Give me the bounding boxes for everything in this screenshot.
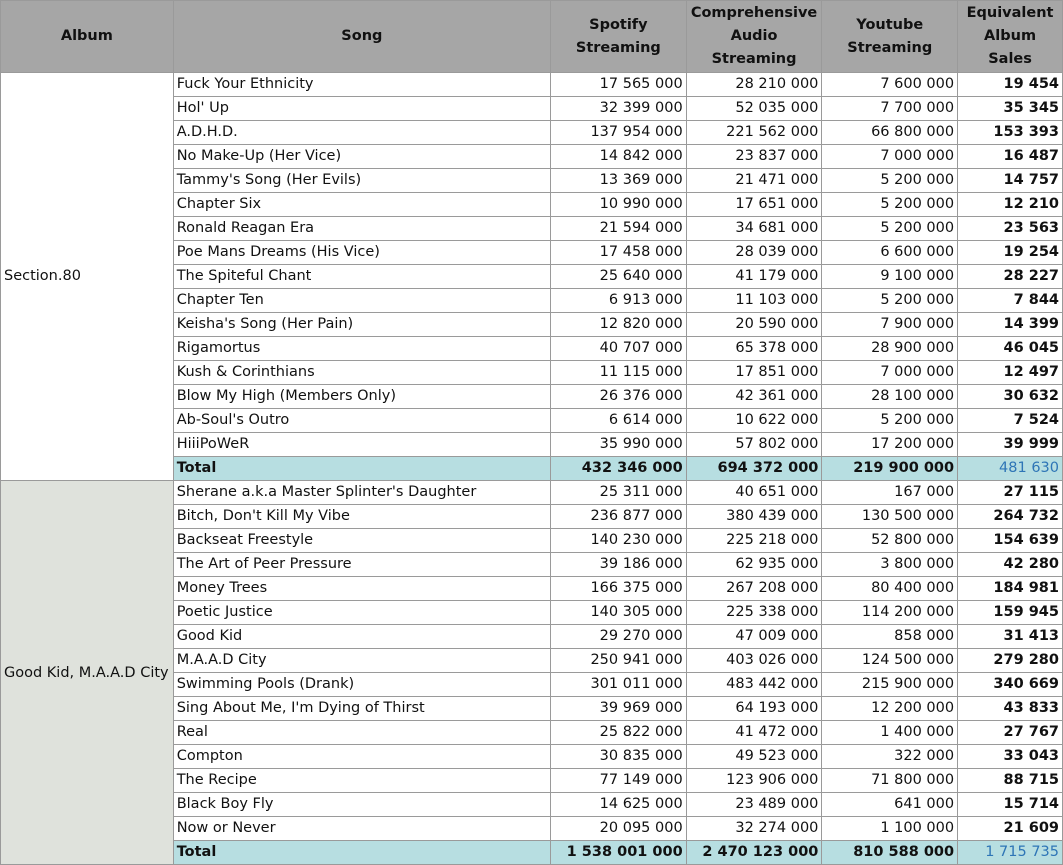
equivalent-album-sales-cell: 15 714	[958, 793, 1063, 817]
youtube-streaming-cell: 6 600 000	[822, 241, 958, 265]
comprehensive-audio-cell: 17 851 000	[686, 361, 822, 385]
comprehensive-audio-cell: 11 103 000	[686, 289, 822, 313]
youtube-streaming-cell: 12 200 000	[822, 697, 958, 721]
song-cell: Sherane a.k.a Master Splinter's Daughter	[173, 481, 550, 505]
equivalent-album-sales-cell: 19 454	[958, 73, 1063, 97]
header-album: Album	[1, 1, 174, 73]
comprehensive-audio-cell: 41 472 000	[686, 721, 822, 745]
song-cell: Sing About Me, I'm Dying of Thirst	[173, 697, 550, 721]
spotify-streaming-cell: 14 625 000	[551, 793, 687, 817]
song-cell: Poetic Justice	[173, 601, 550, 625]
comprehensive-audio-cell: 123 906 000	[686, 769, 822, 793]
youtube-streaming-cell: 858 000	[822, 625, 958, 649]
youtube-streaming-cell: 1 400 000	[822, 721, 958, 745]
song-cell: Ab-Soul's Outro	[173, 409, 550, 433]
header-youtube-streaming: Youtube Streaming	[822, 1, 958, 73]
comprehensive-audio-cell: 20 590 000	[686, 313, 822, 337]
spotify-streaming-cell: 29 270 000	[551, 625, 687, 649]
equivalent-album-sales-cell: 16 487	[958, 145, 1063, 169]
comprehensive-audio-cell: 225 218 000	[686, 529, 822, 553]
comprehensive-audio-cell: 403 026 000	[686, 649, 822, 673]
song-cell: The Spiteful Chant	[173, 265, 550, 289]
youtube-streaming-cell: 17 200 000	[822, 433, 958, 457]
table-row	[1, 73, 1063, 97]
comprehensive-audio-cell: 28 210 000	[686, 73, 822, 97]
song-cell: Poe Mans Dreams (His Vice)	[173, 241, 550, 265]
song-cell: Rigamortus	[173, 337, 550, 361]
equivalent-album-sales-cell: 21 609	[958, 817, 1063, 841]
youtube-streaming-cell: 7 700 000	[822, 97, 958, 121]
spotify-streaming-cell: 17 458 000	[551, 241, 687, 265]
equivalent-album-sales-cell: 14 399	[958, 313, 1063, 337]
song-cell: Ronald Reagan Era	[173, 217, 550, 241]
total-audio-cell: 2 470 123 000	[686, 841, 822, 865]
total-audio-cell: 694 372 000	[686, 457, 822, 481]
equivalent-album-sales-cell: 35 345	[958, 97, 1063, 121]
equivalent-album-sales-cell: 88 715	[958, 769, 1063, 793]
equivalent-album-sales-cell: 27 115	[958, 481, 1063, 505]
youtube-streaming-cell: 215 900 000	[822, 673, 958, 697]
spotify-streaming-cell: 137 954 000	[551, 121, 687, 145]
song-cell: Compton	[173, 745, 550, 769]
spotify-streaming-cell: 140 230 000	[551, 529, 687, 553]
header-comprehensive-audio-streaming: Comprehensive Audio Streaming	[686, 1, 822, 73]
equivalent-album-sales-cell: 264 732	[958, 505, 1063, 529]
youtube-streaming-cell: 7 900 000	[822, 313, 958, 337]
youtube-streaming-cell: 114 200 000	[822, 601, 958, 625]
youtube-streaming-cell: 7 600 000	[822, 73, 958, 97]
spotify-streaming-cell: 25 640 000	[551, 265, 687, 289]
spotify-streaming-cell: 39 969 000	[551, 697, 687, 721]
youtube-streaming-cell: 7 000 000	[822, 361, 958, 385]
comprehensive-audio-cell: 65 378 000	[686, 337, 822, 361]
comprehensive-audio-cell: 221 562 000	[686, 121, 822, 145]
youtube-streaming-cell: 130 500 000	[822, 505, 958, 529]
spotify-streaming-cell: 140 305 000	[551, 601, 687, 625]
song-cell: M.A.A.D City	[173, 649, 550, 673]
youtube-streaming-cell: 66 800 000	[822, 121, 958, 145]
song-cell: Tammy's Song (Her Evils)	[173, 169, 550, 193]
spotify-streaming-cell: 21 594 000	[551, 217, 687, 241]
comprehensive-audio-cell: 23 489 000	[686, 793, 822, 817]
equivalent-album-sales-cell: 31 413	[958, 625, 1063, 649]
spotify-streaming-cell: 250 941 000	[551, 649, 687, 673]
song-cell: Money Trees	[173, 577, 550, 601]
comprehensive-audio-cell: 32 274 000	[686, 817, 822, 841]
equivalent-album-sales-cell: 153 393	[958, 121, 1063, 145]
equivalent-album-sales-cell: 12 210	[958, 193, 1063, 217]
equivalent-album-sales-cell: 30 632	[958, 385, 1063, 409]
youtube-streaming-cell: 1 100 000	[822, 817, 958, 841]
spotify-streaming-cell: 6 913 000	[551, 289, 687, 313]
song-cell: Swimming Pools (Drank)	[173, 673, 550, 697]
album-name-cell: Good Kid, M.A.A.D City	[1, 481, 174, 865]
equivalent-album-sales-cell: 33 043	[958, 745, 1063, 769]
youtube-streaming-cell: 28 100 000	[822, 385, 958, 409]
song-cell: Good Kid	[173, 625, 550, 649]
song-cell: Kush & Corinthians	[173, 361, 550, 385]
header-spotify-streaming: Spotify Streaming	[551, 1, 687, 73]
comprehensive-audio-cell: 40 651 000	[686, 481, 822, 505]
comprehensive-audio-cell: 10 622 000	[686, 409, 822, 433]
spotify-streaming-cell: 20 095 000	[551, 817, 687, 841]
spotify-streaming-cell: 40 707 000	[551, 337, 687, 361]
song-cell: Blow My High (Members Only)	[173, 385, 550, 409]
total-youtube-cell: 219 900 000	[822, 457, 958, 481]
spotify-streaming-cell: 166 375 000	[551, 577, 687, 601]
comprehensive-audio-cell: 21 471 000	[686, 169, 822, 193]
equivalent-album-sales-cell: 43 833	[958, 697, 1063, 721]
spotify-streaming-cell: 13 369 000	[551, 169, 687, 193]
equivalent-album-sales-cell: 340 669	[958, 673, 1063, 697]
song-cell: The Art of Peer Pressure	[173, 553, 550, 577]
youtube-streaming-cell: 124 500 000	[822, 649, 958, 673]
song-cell: Real	[173, 721, 550, 745]
youtube-streaming-cell: 3 800 000	[822, 553, 958, 577]
spotify-streaming-cell: 14 842 000	[551, 145, 687, 169]
comprehensive-audio-cell: 42 361 000	[686, 385, 822, 409]
equivalent-album-sales-cell: 7 524	[958, 409, 1063, 433]
comprehensive-audio-cell: 225 338 000	[686, 601, 822, 625]
spotify-streaming-cell: 30 835 000	[551, 745, 687, 769]
equivalent-album-sales-cell: 154 639	[958, 529, 1063, 553]
youtube-streaming-cell: 5 200 000	[822, 217, 958, 241]
song-cell: Black Boy Fly	[173, 793, 550, 817]
total-label-cell: Total	[173, 841, 550, 865]
song-cell: Hol' Up	[173, 97, 550, 121]
equivalent-album-sales-cell: 23 563	[958, 217, 1063, 241]
song-cell: Chapter Six	[173, 193, 550, 217]
comprehensive-audio-cell: 52 035 000	[686, 97, 822, 121]
song-cell: Keisha's Song (Her Pain)	[173, 313, 550, 337]
header-row	[1, 1, 1063, 73]
header-song: Song	[173, 1, 550, 73]
spotify-streaming-cell: 10 990 000	[551, 193, 687, 217]
comprehensive-audio-cell: 57 802 000	[686, 433, 822, 457]
youtube-streaming-cell: 322 000	[822, 745, 958, 769]
equivalent-album-sales-cell: 279 280	[958, 649, 1063, 673]
youtube-streaming-cell: 5 200 000	[822, 193, 958, 217]
total-label-cell: Total	[173, 457, 550, 481]
youtube-streaming-cell: 7 000 000	[822, 145, 958, 169]
song-cell: HiiiPoWeR	[173, 433, 550, 457]
youtube-streaming-cell: 80 400 000	[822, 577, 958, 601]
total-spotify-cell: 1 538 001 000	[551, 841, 687, 865]
spotify-streaming-cell: 39 186 000	[551, 553, 687, 577]
youtube-streaming-cell: 641 000	[822, 793, 958, 817]
comprehensive-audio-cell: 47 009 000	[686, 625, 822, 649]
equivalent-album-sales-cell: 19 254	[958, 241, 1063, 265]
comprehensive-audio-cell: 483 442 000	[686, 673, 822, 697]
song-cell: Backseat Freestyle	[173, 529, 550, 553]
equivalent-album-sales-cell: 159 945	[958, 601, 1063, 625]
spotify-streaming-cell: 26 376 000	[551, 385, 687, 409]
equivalent-album-sales-cell: 7 844	[958, 289, 1063, 313]
spotify-streaming-cell: 236 877 000	[551, 505, 687, 529]
youtube-streaming-cell: 5 200 000	[822, 169, 958, 193]
comprehensive-audio-cell: 64 193 000	[686, 697, 822, 721]
equivalent-album-sales-cell: 27 767	[958, 721, 1063, 745]
total-youtube-cell: 810 588 000	[822, 841, 958, 865]
spotify-streaming-cell: 32 399 000	[551, 97, 687, 121]
comprehensive-audio-cell: 34 681 000	[686, 217, 822, 241]
total-spotify-cell: 432 346 000	[551, 457, 687, 481]
song-cell: Fuck Your Ethnicity	[173, 73, 550, 97]
total-eas-cell: 481 630	[958, 457, 1063, 481]
total-eas-cell: 1 715 735	[958, 841, 1063, 865]
song-cell: Bitch, Don't Kill My Vibe	[173, 505, 550, 529]
equivalent-album-sales-cell: 39 999	[958, 433, 1063, 457]
youtube-streaming-cell: 71 800 000	[822, 769, 958, 793]
table-body	[1, 73, 1063, 865]
spotify-streaming-cell: 35 990 000	[551, 433, 687, 457]
comprehensive-audio-cell: 28 039 000	[686, 241, 822, 265]
comprehensive-audio-cell: 41 179 000	[686, 265, 822, 289]
comprehensive-audio-cell: 267 208 000	[686, 577, 822, 601]
comprehensive-audio-cell: 380 439 000	[686, 505, 822, 529]
spotify-streaming-cell: 25 822 000	[551, 721, 687, 745]
song-cell: No Make-Up (Her Vice)	[173, 145, 550, 169]
header-equivalent-album-sales: Equivalent Album Sales	[958, 1, 1063, 73]
youtube-streaming-cell: 28 900 000	[822, 337, 958, 361]
equivalent-album-sales-cell: 28 227	[958, 265, 1063, 289]
song-cell: The Recipe	[173, 769, 550, 793]
spotify-streaming-cell: 17 565 000	[551, 73, 687, 97]
song-cell: A.D.H.D.	[173, 121, 550, 145]
youtube-streaming-cell: 5 200 000	[822, 289, 958, 313]
equivalent-album-sales-cell: 14 757	[958, 169, 1063, 193]
comprehensive-audio-cell: 17 651 000	[686, 193, 822, 217]
spotify-streaming-cell: 77 149 000	[551, 769, 687, 793]
spotify-streaming-cell: 12 820 000	[551, 313, 687, 337]
album-name-cell: Section.80	[1, 73, 174, 481]
equivalent-album-sales-cell: 42 280	[958, 553, 1063, 577]
youtube-streaming-cell: 52 800 000	[822, 529, 958, 553]
table-row	[1, 481, 1063, 505]
equivalent-album-sales-cell: 12 497	[958, 361, 1063, 385]
equivalent-album-sales-cell: 184 981	[958, 577, 1063, 601]
spotify-streaming-cell: 301 011 000	[551, 673, 687, 697]
spotify-streaming-cell: 11 115 000	[551, 361, 687, 385]
youtube-streaming-cell: 9 100 000	[822, 265, 958, 289]
youtube-streaming-cell: 5 200 000	[822, 409, 958, 433]
spotify-streaming-cell: 6 614 000	[551, 409, 687, 433]
song-cell: Now or Never	[173, 817, 550, 841]
song-cell: Chapter Ten	[173, 289, 550, 313]
comprehensive-audio-cell: 62 935 000	[686, 553, 822, 577]
spotify-streaming-cell: 25 311 000	[551, 481, 687, 505]
youtube-streaming-cell: 167 000	[822, 481, 958, 505]
equivalent-album-sales-cell: 46 045	[958, 337, 1063, 361]
comprehensive-audio-cell: 23 837 000	[686, 145, 822, 169]
comprehensive-audio-cell: 49 523 000	[686, 745, 822, 769]
